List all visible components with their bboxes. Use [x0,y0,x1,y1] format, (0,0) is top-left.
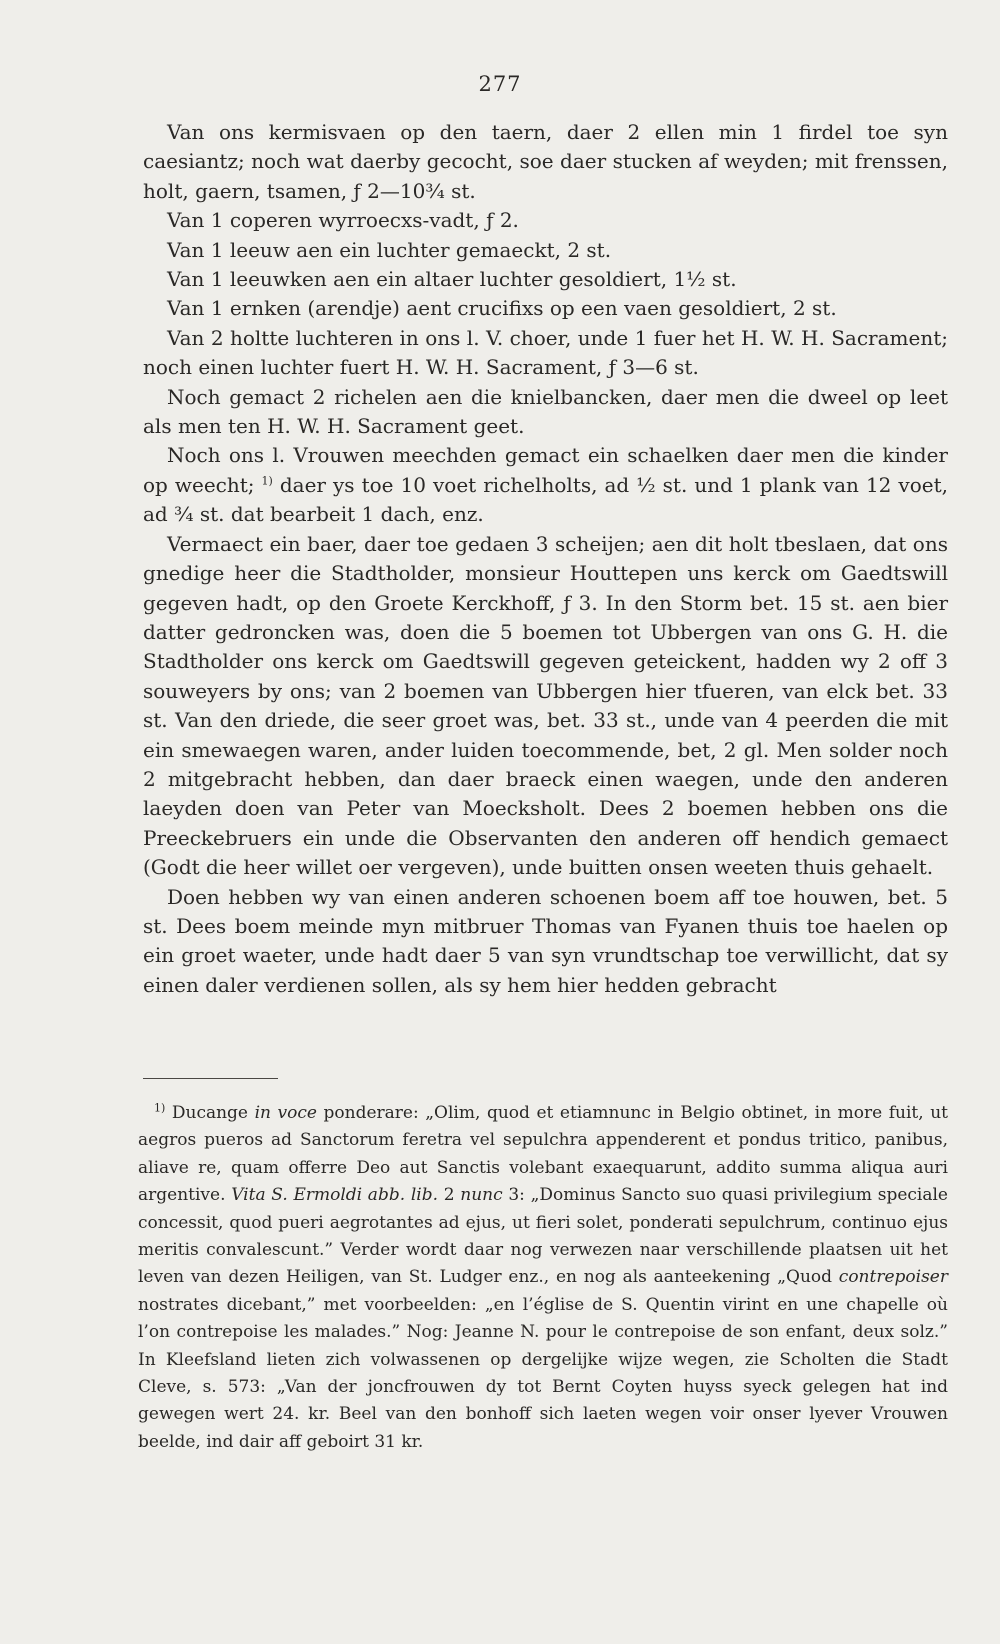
footnotes [138,1100,948,1456]
paragraph: Vermaect ein baer, daer toe gedaen 3 scheijen; aen dit holt tbeslaen, dat ons gnedige heer die Stadtholder, monsieur Houttepen uns kerck om Gaedtswill gegeven hadt, op den Groete Kerckhoff, ƒ 3. In den Storm bet. 15 st. aen bier datter gedroncken was, doen die 5 boemen tot Ubbergen van ons G. H. die Stadtholder ons kerck om Gaedtswill gegeven geteickent, hadden wy 2 off 3 souweyers by ons; van 2 boemen van Ubbergen hier tfueren, van elck bet. 33 st. Van den driede, die seer groet was, bet. 33 st., unde van 4 peerden die mit ein smewaegen waren, ander luiden toecommende, bet, 2 gl. Men solder noch 2 mitgebracht hebben, dan daer braeck einen waegen, unde den anderen laeyden doen van Peter van Moecksholt. Dees 2 boemen hebben ons die Preeckebruers ein unde die Observanten den anderen off hendich gemaect (Godt die heer willet oer vergeven), unde buitten onsen weeten thuis gehaelt. [143,531,948,880]
paragraph: Van 1 leeuwken aen ein altaer luchter gesoldiert, 1½ st. [167,267,737,292]
footnote-reference: 1) [261,474,273,488]
footnote-text: ponderare: „Olim, quod et etiamnunc in Belgio obtinet, in more fuit, ut aegros pueros ad Sanctorum feretra vel sepulchra appenderent et pondus tritico, panibus, aliave re, quam offerre Deo aut Sanctis volebant exaequarunt, addito summa aliqua auri argentive. [138,1103,948,1206]
footnote-italic: Vita S. Ermoldi abb. lib. [231,1185,438,1206]
paragraph: Noch gemact 2 richelen aen die knielbancken, daer men die dweel op leet als men ten H. W. H. Sacrament geet. [143,384,948,439]
paragraph: Van 1 coperen wyrroecxs-vadt, ƒ 2. [167,208,519,233]
paragraph: Van 1 leeuw aen ein luchter gemaeckt, 2 st. [167,237,612,262]
paragraph-text: daer ys toe 10 voet richelholts, ad ½ st. und 1 plank van 12 voet, ad ¾ st. dat bearbeit 1 dach, enz. [143,472,948,527]
paragraph: Van ons kermisvaen op den taern, daer 2 ellen min 1 firdel toe syn caesiantz; noch wat daerby gecocht, soe daer stucken af weyden; mit frenssen, holt, gaern, tsamen, ƒ 2—10¾ st. [143,120,948,203]
footnote-italic: nunc [460,1185,503,1206]
footnote-text: 3: „Dominus Sancto suo quasi privilegium speciale concessit, quod pueri aegrotantes ad ejus, ut fieri solet, ponderati sepulchrum, continuo ejus meritis convalescunt.” Verder wordt daar nog verwezen naar verschillende plaatsen uit het leven van dezen Heiligen, van St. Ludger enz., en nog als aanteekening „Quod [138,1185,948,1288]
body-text [143,118,948,1000]
footnote-text: 2 [438,1185,461,1206]
footnote [138,1100,948,1456]
paragraph [143,441,948,529]
paragraph-text: Noch ons l. Vrouwen meechden gemact ein schaelken daer men die kinder op weecht; [143,443,948,497]
paragraph: Van 2 holtte luchteren in ons l. V. choer, unde 1 fuer het H. W. H. Sacrament; noch einen luchter fuert H. W. H. Sacrament, ƒ 3—6 st. [143,325,948,380]
paragraph: Van 1 ernken (arendje) aent crucifixs op een vaen gesoldiert, 2 st. [167,296,837,321]
footnote-divider [143,1078,278,1079]
footnote-marker: 1) [154,1101,166,1115]
footnote-text: Ducange [165,1103,255,1123]
footnote-italic: in voce [254,1103,317,1123]
footnote-text: nostrates dicebant,” met voorbeelden: „en l’église de S. Quentin virint en une chapelle où l’on contrepoise les malades.” Nog: Jeanne N. pour le contrepoise de son enfant, deux solz.” In Kleefsland lieten zich volwassenen op dergelijke wijze wegen, zie Scholten die Stadt Cleve, s. 573: „Van der joncfrouwen dy tot Bernt Coyten huyss syeck gelegen hat ind gewegen wert 24. kr. Beel van den bonhoff sich laeten wegen voir onser lyever Vrouwen beelde, ind dair aff geboirt 31 kr. [138,1294,948,1452]
paragraph: Doen hebben wy van einen anderen schoenen boem aff toe houwen, bet. 5 st. Dees boem meinde myn mitbruer Thomas van Fyanen thuis toe haelen op ein groet waeter, unde hadt daer 5 van syn vrundtschap toe verwillicht, dat sy einen daler verdienen sollen, als sy hem hier hedden gebracht [143,884,948,997]
footnote-italic: contrepoiser [838,1267,948,1288]
page-number: 277 [478,72,522,96]
